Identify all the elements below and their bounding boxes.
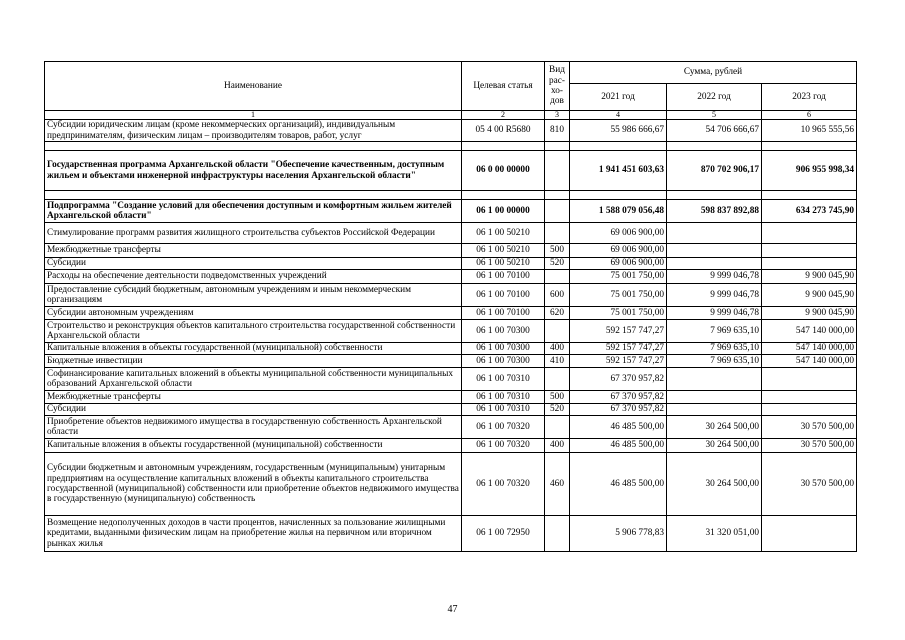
cell-y2022: 870 702 906,17 — [667, 151, 762, 191]
cell-code: 06 1 00 70300 — [462, 355, 545, 368]
cell-code: 06 1 00 70310 — [462, 391, 545, 404]
page-number: 47 — [447, 604, 458, 615]
cell-y2021: 592 157 747,27 — [570, 320, 667, 343]
cell-type — [545, 270, 570, 284]
cell-y2023: 547 140 000,00 — [762, 355, 857, 368]
cell-name: Софинансирование капитальных вложений в объекты муниципальной собственности муниципальных образований Архангельской области — [45, 368, 462, 391]
header-type: Вид рас- хо- дов — [545, 62, 570, 111]
cell-y2021 — [570, 191, 667, 200]
cell-y2023 — [762, 404, 857, 416]
cell-y2022 — [667, 191, 762, 200]
cell-code: 06 1 00 70320 — [462, 416, 545, 439]
cell-code: 06 1 00 70300 — [462, 320, 545, 343]
cell-y2021: 46 485 500,00 — [570, 439, 667, 453]
header-year-2021: 2021 год — [570, 84, 667, 111]
cell-code: 06 1 00 50210 — [462, 244, 545, 258]
table-row — [45, 355, 857, 368]
cell-code: 06 1 00 72950 — [462, 516, 545, 552]
cell-code — [462, 142, 545, 151]
cell-y2022 — [667, 258, 762, 270]
cell-y2022: 7 969 635,10 — [667, 320, 762, 343]
cell-y2021: 75 001 750,00 — [570, 307, 667, 320]
cell-y2023: 634 273 745,90 — [762, 200, 857, 223]
cell-type — [545, 151, 570, 191]
cell-type — [545, 191, 570, 200]
cell-y2021: 46 485 500,00 — [570, 453, 667, 516]
cell-name: Капитальные вложения в объекты государственной (муниципальной) собственности — [45, 439, 462, 453]
cell-type: 600 — [545, 284, 570, 307]
cell-y2022 — [667, 391, 762, 404]
table-row — [45, 416, 857, 439]
cell-code: 06 1 00 70320 — [462, 439, 545, 453]
cell-y2023: 30 570 500,00 — [762, 453, 857, 516]
cell-type: 520 — [545, 404, 570, 416]
cell-y2022: 9 999 046,78 — [667, 284, 762, 307]
header-row-top — [45, 62, 857, 84]
header-amount: Сумма, рублей — [570, 62, 857, 84]
cell-y2021: 592 157 747,27 — [570, 343, 667, 355]
cell-y2022: 54 706 666,67 — [667, 120, 762, 142]
column-number: 2 — [462, 111, 545, 120]
table-row — [45, 343, 857, 355]
cell-name: Субсидии юридическим лицам (кроме некоммерческих организаций), индивидуальным предпринимателям, физическим лицам – производителям товаров, работ, услуг — [45, 120, 462, 142]
cell-name: Возмещение недополученных доходов в части процентов, начисленных за пользование жилищными кредитами, выданными физическим лицам на приобретение жилья на первичном или вторичном рынках жилья — [45, 516, 462, 552]
cell-y2021 — [570, 142, 667, 151]
cell-code: 06 1 00 70300 — [462, 343, 545, 355]
cell-name — [45, 142, 462, 151]
cell-type — [545, 223, 570, 244]
cell-y2023: 906 955 998,34 — [762, 151, 857, 191]
table-row — [45, 391, 857, 404]
cell-y2021: 67 370 957,82 — [570, 368, 667, 391]
column-number-row — [45, 111, 857, 120]
table-row — [45, 439, 857, 453]
cell-y2022: 7 969 635,10 — [667, 355, 762, 368]
cell-y2021: 1 588 079 056,48 — [570, 200, 667, 223]
table-row — [45, 270, 857, 284]
cell-y2023: 547 140 000,00 — [762, 343, 857, 355]
table-row — [45, 516, 857, 552]
cell-y2023 — [762, 258, 857, 270]
cell-name: Бюджетные инвестиции — [45, 355, 462, 368]
cell-name: Предоставление субсидий бюджетным, автономным учреждениям и иным некоммерческим организациям — [45, 284, 462, 307]
cell-y2023: 30 570 500,00 — [762, 416, 857, 439]
cell-y2021: 69 006 900,00 — [570, 244, 667, 258]
cell-name: Субсидии — [45, 404, 462, 416]
header-target: Целевая статья — [462, 62, 545, 111]
cell-y2021: 46 485 500,00 — [570, 416, 667, 439]
table-row — [45, 307, 857, 320]
cell-type: 500 — [545, 244, 570, 258]
cell-name: Межбюджетные трансферты — [45, 244, 462, 258]
cell-name — [45, 191, 462, 200]
cell-y2023 — [762, 223, 857, 244]
cell-code: 06 1 00 70320 — [462, 453, 545, 516]
cell-y2021: 5 906 778,83 — [570, 516, 667, 552]
cell-code: 06 1 00 70100 — [462, 270, 545, 284]
header-year-2022: 2022 год — [667, 84, 762, 111]
cell-y2022 — [667, 223, 762, 244]
cell-y2021: 592 157 747,27 — [570, 355, 667, 368]
column-number: 5 — [667, 111, 762, 120]
cell-y2021: 67 370 957,82 — [570, 404, 667, 416]
cell-y2022: 7 969 635,10 — [667, 343, 762, 355]
cell-y2023: 9 900 045,90 — [762, 307, 857, 320]
cell-type: 400 — [545, 439, 570, 453]
cell-type: 460 — [545, 453, 570, 516]
cell-code: 06 0 00 00000 — [462, 151, 545, 191]
cell-name: Стимулирование программ развития жилищного строительства субъектов Российской Федерации — [45, 223, 462, 244]
table-row — [45, 368, 857, 391]
cell-y2023: 9 900 045,90 — [762, 284, 857, 307]
cell-name: Государственная программа Архангельской области "Обеспечение качественным, доступным жильем и объектами инженерной инфраструктуры населения Архангельской области" — [45, 151, 462, 191]
cell-y2022: 9 999 046,78 — [667, 270, 762, 284]
cell-name: Приобретение объектов недвижимого имущества в государственную собственность Архангельской области — [45, 416, 462, 439]
table-row — [45, 142, 857, 151]
column-number: 3 — [545, 111, 570, 120]
cell-type: 400 — [545, 343, 570, 355]
table-row — [45, 200, 857, 223]
cell-name: Подпрограмма "Создание условий для обеспечения доступным и комфортным жильем жителей Архангельской области" — [45, 200, 462, 223]
cell-y2021: 75 001 750,00 — [570, 284, 667, 307]
table-row — [45, 284, 857, 307]
cell-type — [545, 416, 570, 439]
cell-name: Субсидии автономным учреждениям — [45, 307, 462, 320]
table-row — [45, 244, 857, 258]
cell-name: Расходы на обеспечение деятельности подведомственных учреждений — [45, 270, 462, 284]
cell-name: Субсидии бюджетным и автономным учреждениям, государственным (муниципальным) унитарным предприятиям на осуществление капитальных вложений в объекты капитального строительства государственной (муниципальной) собственности или приобретение объектов недвижимого имущества в государственную (муниципальную) собственность — [45, 453, 462, 516]
cell-y2023 — [762, 368, 857, 391]
table-row — [45, 320, 857, 343]
cell-name: Субсидии — [45, 258, 462, 270]
cell-y2021: 55 986 666,67 — [570, 120, 667, 142]
table-row — [45, 151, 857, 191]
header-year-2023: 2023 год — [762, 84, 857, 111]
cell-y2021: 67 370 957,82 — [570, 391, 667, 404]
cell-type — [545, 142, 570, 151]
cell-y2022 — [667, 244, 762, 258]
cell-y2022 — [667, 368, 762, 391]
cell-y2023: 30 570 500,00 — [762, 439, 857, 453]
table-row — [45, 191, 857, 200]
cell-type: 620 — [545, 307, 570, 320]
cell-type: 500 — [545, 391, 570, 404]
cell-code: 06 1 00 70310 — [462, 404, 545, 416]
cell-code: 06 1 00 00000 — [462, 200, 545, 223]
header-name: Наименование — [45, 62, 462, 111]
cell-y2022 — [667, 404, 762, 416]
cell-code — [462, 191, 545, 200]
cell-y2023 — [762, 244, 857, 258]
table-row — [45, 223, 857, 244]
cell-y2021: 69 006 900,00 — [570, 223, 667, 244]
cell-type — [545, 516, 570, 552]
cell-type — [545, 200, 570, 223]
cell-y2022: 31 320 051,00 — [667, 516, 762, 552]
cell-code: 06 1 00 50210 — [462, 223, 545, 244]
cell-type: 410 — [545, 355, 570, 368]
budget-table — [44, 61, 857, 552]
cell-code: 06 1 00 70310 — [462, 368, 545, 391]
cell-y2021: 69 006 900,00 — [570, 258, 667, 270]
table-row — [45, 404, 857, 416]
cell-name: Межбюджетные трансферты — [45, 391, 462, 404]
table-row — [45, 453, 857, 516]
cell-y2021: 1 941 451 603,63 — [570, 151, 667, 191]
table-body — [45, 62, 857, 552]
cell-y2022: 598 837 892,88 — [667, 200, 762, 223]
cell-y2022: 30 264 500,00 — [667, 416, 762, 439]
cell-y2022 — [667, 142, 762, 151]
cell-y2023: 547 140 000,00 — [762, 320, 857, 343]
cell-type: 810 — [545, 120, 570, 142]
cell-y2022: 30 264 500,00 — [667, 439, 762, 453]
cell-y2022: 9 999 046,78 — [667, 307, 762, 320]
cell-y2021: 75 001 750,00 — [570, 270, 667, 284]
cell-type — [545, 320, 570, 343]
cell-y2023 — [762, 191, 857, 200]
table-row — [45, 120, 857, 142]
cell-y2023 — [762, 142, 857, 151]
table-row — [45, 258, 857, 270]
cell-code: 06 1 00 70100 — [462, 307, 545, 320]
cell-code: 06 1 00 70100 — [462, 284, 545, 307]
cell-type — [545, 368, 570, 391]
column-number: 1 — [45, 111, 462, 120]
cell-y2023: 10 965 555,56 — [762, 120, 857, 142]
cell-y2023 — [762, 391, 857, 404]
column-number: 6 — [762, 111, 857, 120]
cell-code: 05 4 00 R5680 — [462, 120, 545, 142]
cell-y2023 — [762, 516, 857, 552]
cell-code: 06 1 00 50210 — [462, 258, 545, 270]
cell-y2022: 30 264 500,00 — [667, 453, 762, 516]
cell-name: Капитальные вложения в объекты государственной (муниципальной) собственности — [45, 343, 462, 355]
cell-y2023: 9 900 045,90 — [762, 270, 857, 284]
column-number: 4 — [570, 111, 667, 120]
cell-name: Строительство и реконструкция объектов капитального строительства государственной собственности Архангельской области — [45, 320, 462, 343]
cell-type: 520 — [545, 258, 570, 270]
